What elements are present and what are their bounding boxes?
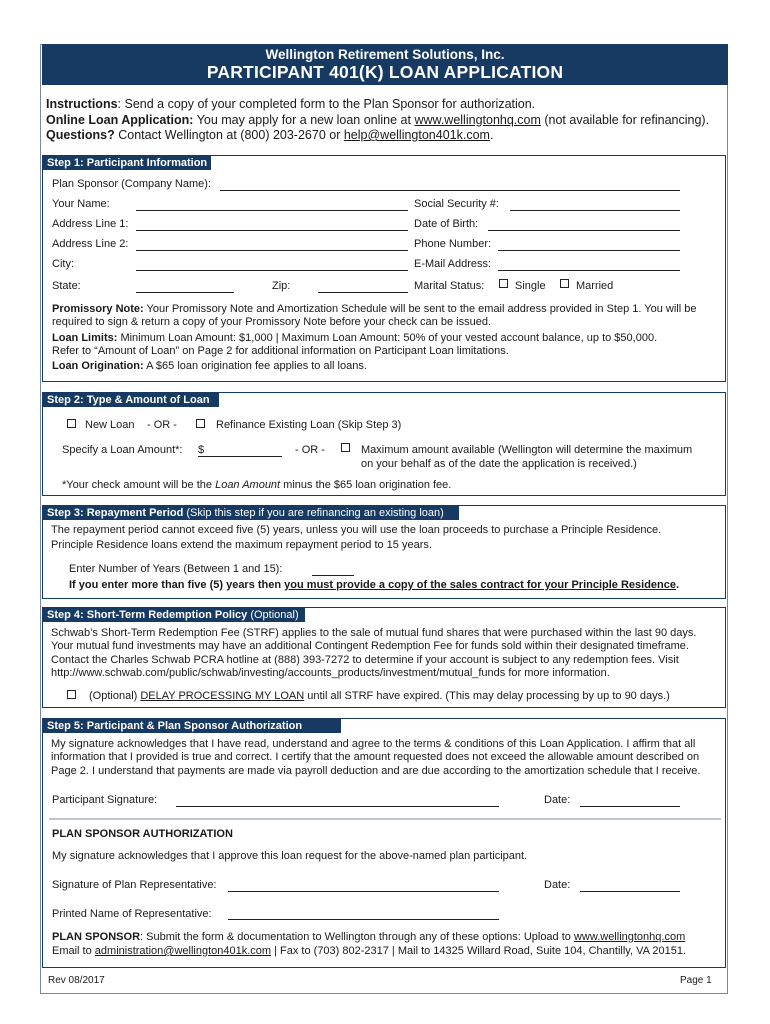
step4-heading-text: Step 4: Short-Term Redemption Policy <box>47 609 248 621</box>
authorization-line-1: My signature acknowledges that I have read, understand and agree to the terms & conditions of this Loan Application. I affirm that all <box>51 738 696 750</box>
loan-limits-text: Minimum Loan Amount: $1,000 | Maximum Loan Amount: 50% of your vested account balance, up to $50,000. <box>117 331 658 344</box>
your-name-field[interactable] <box>136 210 408 211</box>
state-label: State: <box>52 280 81 292</box>
redemption-line-4: http://www.schwab.com/public/schwab/investing/accounts_products/investment/mutual_funds for more information. <box>51 666 610 679</box>
organization-name: Wellington Retirement Solutions, Inc. <box>265 47 505 62</box>
authorization-line-2: information that I provided is true and correct. I certify that the amount requested does not exceed the allowable amount described on <box>51 751 700 764</box>
participant-signature-field[interactable] <box>176 806 499 807</box>
loan-amount-field[interactable] <box>198 456 282 457</box>
step3-section <box>42 505 726 599</box>
step5-section <box>42 718 726 968</box>
delay-processing-checkbox[interactable] <box>67 690 76 699</box>
zip-field[interactable] <box>318 292 408 293</box>
ssn-label: Social Security #: <box>414 198 499 210</box>
check-amount-note-a: *Your check amount will be the <box>62 479 216 491</box>
page-number: Page 1 <box>680 975 712 986</box>
single-label: Single <box>515 280 546 292</box>
step5-heading: Step 5: Participant & Plan Sponsor Authorization <box>43 719 341 733</box>
email-field[interactable] <box>498 270 680 271</box>
plan-sponsor-authorization-heading: PLAN SPONSOR AUTHORIZATION <box>52 828 233 840</box>
printed-name-field[interactable] <box>228 919 499 920</box>
dob-label: Date of Birth: <box>414 218 479 230</box>
plan-sponsor-field[interactable] <box>220 190 680 191</box>
plan-sponsor-submit-line-1 <box>52 931 685 944</box>
questions-tail: . <box>489 128 494 142</box>
section-divider <box>49 818 721 820</box>
maximum-amount-label-2: on your behalf as of the date the application is received.) <box>361 458 637 470</box>
plan-sponsor-submit-label: PLAN SPONSOR <box>52 931 141 943</box>
step4-heading-optional: (Optional) <box>247 609 299 621</box>
loan-limits-text-2: Refer to “Amount of Loan” on Page 2 for additional information on Participant Loan limitations. <box>52 344 509 357</box>
administration-email-link[interactable]: administration@wellington401k.com <box>94 945 272 957</box>
step1-heading: Step 1: Participant Information <box>43 156 211 170</box>
form-title: PARTICIPANT 401(K) LOAN APPLICATION <box>206 62 564 82</box>
authorization-text <box>51 738 723 778</box>
representative-signature-label: Signature of Plan Representative: <box>52 879 217 891</box>
step4-heading <box>43 608 305 622</box>
sales-contract-note-underlined: you must provide a copy of the sales contract for your Principle Residence <box>284 579 676 591</box>
date-label-1: Date: <box>544 794 571 806</box>
years-field[interactable] <box>312 575 354 576</box>
questions-text: Contact Wellington at (800) 203-2670 or <box>114 128 344 142</box>
redemption-line-3: Contact the Charles Schwab PCRA hotline at (888) 393-7272 to determine if your account is subject to any redemption fees. Visit <box>51 653 679 666</box>
loan-origination-text: A $65 loan origination fee applies to all loans. <box>143 360 367 373</box>
delay-processing-a: (Optional) <box>89 690 141 702</box>
promissory-note-label: Promissory Note: <box>52 303 144 315</box>
step3-heading-optional: (Skip this step if you are refinancing an existing loan) <box>183 507 444 519</box>
address1-label: Address Line 1: <box>52 218 129 230</box>
step3-heading-text: Step 3: Repayment Period <box>47 507 184 519</box>
sales-contract-note <box>69 579 679 592</box>
repayment-text-1: The repayment period cannot exceed five (5) years, unless you will use the loan proceeds to purchase a Principle Residence. <box>51 524 662 536</box>
new-loan-label: New Loan <box>85 419 135 431</box>
married-checkbox[interactable] <box>560 279 569 288</box>
plan-sponsor-submit-text: : Submit the form & documentation to Wellington through any of these options: Upload to <box>140 931 574 943</box>
upload-link[interactable]: www.wellingtonhq.com <box>573 931 686 943</box>
instructions-label: Instructions <box>46 97 118 111</box>
revision-label: Rev 08/2017 <box>48 975 105 986</box>
state-field[interactable] <box>136 292 234 293</box>
promissory-note <box>52 303 722 373</box>
instructions-text: : Send a copy of your completed form to the Plan Sponsor for authorization. <box>117 97 536 111</box>
step2-section <box>42 392 726 496</box>
email-label: E-Mail Address: <box>414 258 492 270</box>
city-label: City: <box>52 258 74 270</box>
participant-date-field[interactable] <box>580 806 680 807</box>
date-label-2: Date: <box>544 879 571 891</box>
sales-contract-note-b: . <box>676 579 680 591</box>
instructions-block <box>46 97 726 144</box>
city-field[interactable] <box>136 270 408 271</box>
redemption-line-1: Schwab’s Short-Term Redemption Fee (STRF) applies to the sale of mutual fund shares that were purchased within the last 90 days. <box>51 627 697 639</box>
delay-processing-underlined: DELAY PROCESSING MY LOAN <box>140 690 305 702</box>
fax-mail-text: | Fax to (703) 802-2317 | Mail to 14325 Willard Road, Suite 104, Chantilly, VA 20151. <box>271 945 687 957</box>
maximum-amount-checkbox[interactable] <box>341 443 350 452</box>
check-amount-note-b: minus the $65 loan origination fee. <box>280 479 452 491</box>
representative-date-field[interactable] <box>580 891 680 892</box>
delay-processing-label <box>89 690 670 703</box>
redemption-policy-text <box>51 627 721 680</box>
online-link[interactable]: www.wellingtonhq.com <box>414 112 541 127</box>
refinance-checkbox[interactable] <box>196 419 205 428</box>
new-loan-checkbox[interactable] <box>67 419 76 428</box>
promissory-note-text-2: required to sign & return a copy of your Promissory Note before your check can be issued. <box>52 316 491 329</box>
email-to-label: Email to <box>52 945 95 957</box>
maximum-amount-label-1: Maximum amount available (Wellington will determine the maximum <box>361 444 693 456</box>
printed-name-label: Printed Name of Representative: <box>52 908 212 920</box>
authorization-line-3: Page 2. I understand that payments are made via payroll deduction and are due according to the amortization schedule that I receive. <box>51 764 701 777</box>
phone-label: Phone Number: <box>414 238 492 250</box>
single-checkbox[interactable] <box>499 279 508 288</box>
marital-status-label: Marital Status: <box>414 280 485 292</box>
participant-signature-label: Participant Signature: <box>52 794 158 806</box>
zip-label: Zip: <box>272 280 291 292</box>
address2-field[interactable] <box>136 250 408 251</box>
plan-sponsor-authorization-text: My signature acknowledges that I approve this loan request for the above-named plan participant. <box>52 850 528 862</box>
refinance-label: Refinance Existing Loan (Skip Step 3) <box>216 419 402 431</box>
questions-label: Questions? <box>46 128 115 142</box>
representative-signature-field[interactable] <box>228 891 499 892</box>
address1-field[interactable] <box>136 230 408 231</box>
step2-heading: Step 2: Type & Amount of Loan <box>43 393 219 407</box>
promissory-note-text: Your Promissory Note and Amortization Schedule will be sent to the email address provided in Step 1. You will be <box>143 303 697 315</box>
dollar-sign: $ <box>198 444 205 456</box>
check-amount-note <box>62 479 451 492</box>
ssn-field[interactable] <box>510 210 680 211</box>
step4-section <box>42 607 726 708</box>
phone-field[interactable] <box>498 250 680 251</box>
check-amount-note-italic: Loan Amount <box>215 479 281 491</box>
address2-label: Address Line 2: <box>52 238 129 250</box>
loan-limits-label: Loan Limits: <box>52 331 118 344</box>
married-label: Married <box>576 280 614 292</box>
online-text: You may apply for a new loan online at <box>193 112 415 127</box>
sales-contract-note-a: If you enter more than five (5) years then <box>69 579 285 591</box>
your-name-label: Your Name: <box>52 198 110 210</box>
step1-section <box>42 155 726 382</box>
step3-heading <box>43 506 459 520</box>
plan-sponsor-label: Plan Sponsor (Company Name): <box>52 178 211 190</box>
or-separator-1: - OR - <box>147 419 177 431</box>
online-label: Online Loan Application: <box>46 112 194 127</box>
redemption-line-2: Your mutual fund investments may have an additional Contingent Redemption Fee for funds sold within their designated timeframe. <box>51 640 689 653</box>
repayment-text-2: Principle Residence loans extend the maximum repayment period to 15 years. <box>51 539 432 551</box>
dob-field[interactable] <box>488 230 680 231</box>
loan-origination-label: Loan Origination: <box>52 360 144 373</box>
form-header <box>42 44 728 85</box>
years-label: Enter Number of Years (Between 1 and 15): <box>69 563 283 575</box>
delay-processing-b: until all STRF have expired. (This may delay processing by up to 90 days.) <box>304 690 670 702</box>
specify-amount-label: Specify a Loan Amount*: <box>62 444 183 456</box>
online-tail: (not available for refinancing). <box>540 112 710 127</box>
questions-email-link[interactable]: help@wellington401k.com <box>343 128 490 142</box>
or-separator-2: - OR - <box>295 444 325 456</box>
plan-sponsor-submit-line-2 <box>52 945 686 958</box>
